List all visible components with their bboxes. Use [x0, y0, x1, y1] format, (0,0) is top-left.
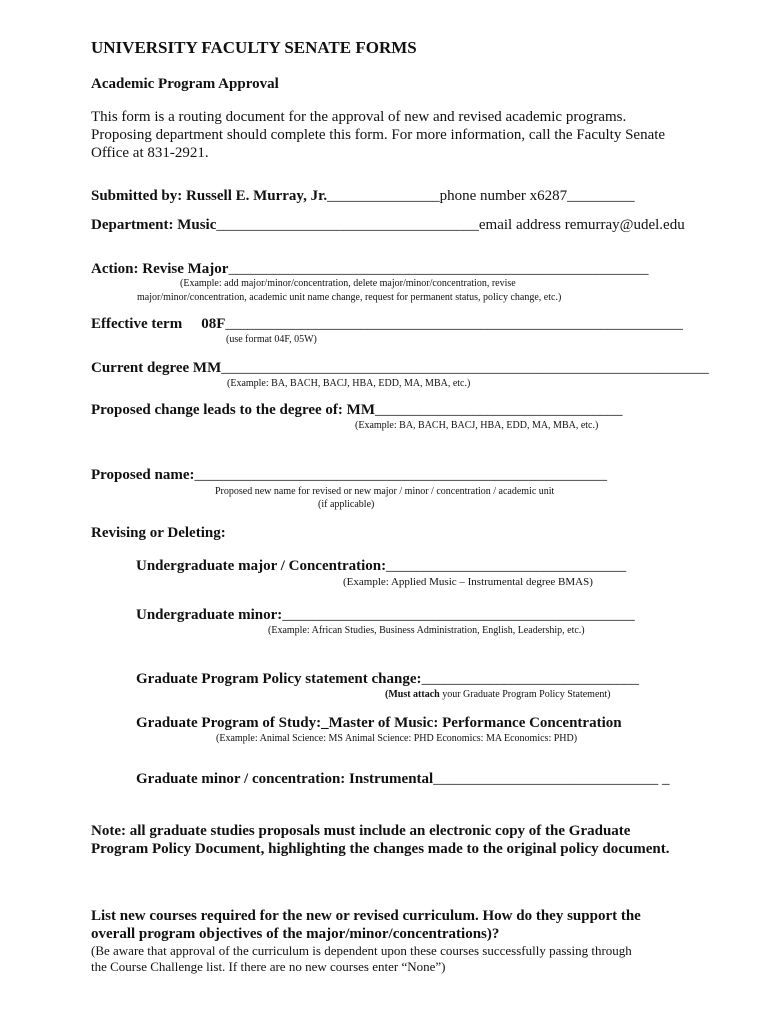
current-degree-label: Current degree MM [91, 360, 222, 376]
ug-major-row [136, 558, 626, 575]
ug-minor-row [136, 607, 635, 624]
proposed-degree-label: Proposed change leads to the degree of: MM [91, 402, 375, 418]
ug-minor-hint: (Example: African Studies, Business Administration, English, Leadership, etc.) [268, 625, 585, 636]
grad-policy-hint [385, 689, 611, 701]
submitted-by-row [91, 188, 635, 205]
effective-term-row [91, 316, 683, 333]
effective-term-label: Effective term [91, 316, 183, 332]
note-line-2: Program Policy Document, highlighting the changes made to the original policy document. [91, 841, 670, 857]
ug-major-label: Undergraduate major / Concentration: [136, 558, 387, 574]
proposed-name-hint-2: (if applicable) [318, 499, 375, 510]
action-label: Action: Revise Major [91, 261, 229, 277]
effective-term-value: 08F [201, 316, 226, 332]
proposed-name-label: Proposed name: [91, 467, 195, 483]
proposed-name-hint-1: Proposed new name for revised or new major / minor / concentration / academic unit [215, 486, 555, 497]
proposed-name-blank[interactable]: _______________________________________________________ [194, 467, 607, 483]
email-address: email address remurray@udel.edu [478, 217, 685, 233]
effective-term-blank[interactable]: _____________________________________________________________ [225, 316, 683, 332]
grad-policy-label: Graduate Program Policy statement change: [136, 671, 422, 687]
department-label: Department: Music [91, 217, 217, 233]
ug-minor-blank[interactable]: _______________________________________________ [282, 607, 635, 623]
proposed-degree-blank[interactable]: _________________________________ [374, 402, 623, 418]
grad-policy-hint-rest: your Graduate Program Policy Statement) [439, 689, 611, 700]
grad-policy-hint-bold: (Must attach [385, 689, 440, 700]
grad-policy-row [136, 671, 639, 688]
grad-study-hint: (Example: Animal Science: MS Animal Science: PHD Economics: MA Economics: PHD) [216, 733, 578, 744]
ug-major-hint: (Example: Applied Music – Instrumental degree BMAS) [343, 576, 593, 588]
note-line-1: Note: all graduate studies proposals must include an electronic copy of the Graduate [91, 823, 631, 839]
courses-question-1: List new courses required for the new or revised curriculum. How do they support the [91, 908, 641, 924]
courses-note-2: the Course Challenge list. If there are no new courses enter “None”) [91, 959, 446, 974]
intro-line-1: This form is a routing document for the approval of new and revised academic programs. [91, 109, 627, 125]
courses-question-2: overall program objectives of the major/minor/concentrations)? [91, 926, 500, 942]
department-blank[interactable]: ___________________________________ [216, 217, 479, 233]
action-example-1: (Example: add major/minor/concentration, delete major/minor/concentration, revise [180, 278, 516, 289]
phone-number: phone number x6287 [439, 188, 568, 204]
grad-minor-label: Graduate minor / concentration: Instrumental [136, 771, 434, 787]
current-degree-hint: (Example: BA, BACH, BACJ, HBA, EDD, MA, MBA, etc.) [227, 378, 471, 389]
phone-blank[interactable]: _________ [567, 188, 635, 204]
grad-policy-blank[interactable]: _____________________________ [421, 671, 639, 687]
proposed-degree-hint: (Example: BA, BACH, BACJ, HBA, EDD, MA, MBA, etc.) [355, 420, 599, 431]
form-title: UNIVERSITY FACULTY SENATE FORMS [91, 38, 417, 57]
intro-line-3: Office at 831-2921. [91, 145, 209, 161]
proposed-name-row [91, 467, 607, 484]
action-blank[interactable]: ________________________________________________________ [228, 261, 649, 277]
ug-minor-label: Undergraduate minor: [136, 607, 283, 623]
effective-term-hint: (use format 04F, 05W) [226, 334, 317, 345]
grad-study-label: Graduate Program of Study:_Master of Music: Performance Concentration [136, 715, 622, 731]
action-row [91, 261, 648, 278]
proposed-degree-row [91, 402, 622, 419]
grad-minor-row [136, 771, 669, 788]
submitted-by-label: Submitted by: Russell E. Murray, Jr. [91, 188, 328, 204]
action-example-2: major/minor/concentration, academic unit name change, request for permanent status, policy change, etc.) [137, 292, 562, 303]
courses-note-1: (Be aware that approval of the curriculum is dependent upon these courses successfully passing through [91, 943, 632, 958]
grad-minor-blank[interactable]: ______________________________ _ [433, 771, 670, 787]
ug-major-blank[interactable]: ________________________________ [386, 558, 627, 574]
form-subtitle: Academic Program Approval [91, 76, 279, 92]
revising-heading: Revising or Deleting: [91, 525, 226, 541]
submitted-by-blank[interactable]: _______________ [327, 188, 440, 204]
current-degree-row [91, 360, 709, 377]
current-degree-blank[interactable]: _________________________________________________________________ [221, 360, 709, 376]
intro-line-2: Proposing department should complete this form. For more information, call the Faculty Senate [91, 127, 666, 143]
department-row [91, 217, 685, 234]
